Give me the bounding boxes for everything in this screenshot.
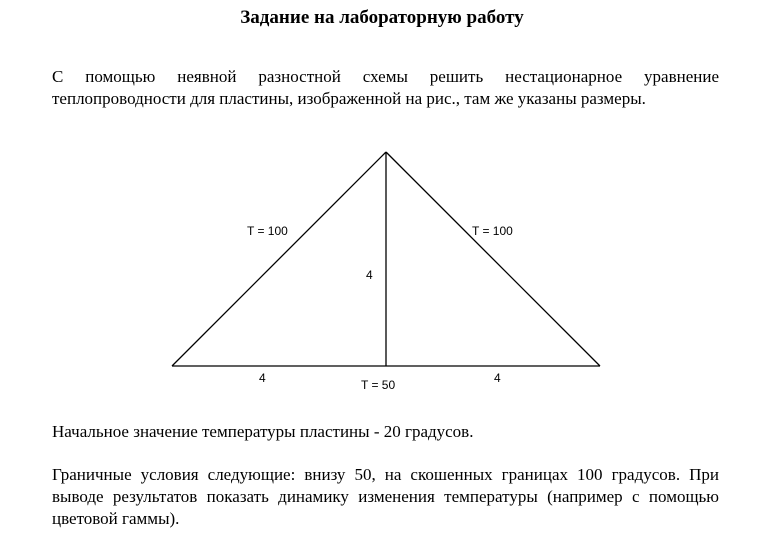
base-left-dimension-label: 4 — [259, 371, 266, 385]
height-dimension-label: 4 — [366, 268, 373, 282]
right-edge-temp-label: T = 100 — [472, 224, 513, 238]
left-slanted-edge — [172, 152, 386, 366]
page-title: Задание на лабораторную работу — [240, 7, 524, 28]
left-edge-temp-label: T = 100 — [247, 224, 288, 238]
base-right-dimension-label: 4 — [494, 371, 501, 385]
initial-condition-paragraph: Начальное значение температуры пластины - 20 градусов. — [52, 422, 474, 441]
intro-paragraph: С помощью неявной разностной схемы решить нестационарное уравнение теплопроводности для пластины, изображенной на рис., там же указаны размеры. — [52, 67, 719, 108]
base-temp-label: T = 50 — [361, 378, 396, 392]
right-slanted-edge — [386, 152, 600, 366]
boundary-conditions-paragraph: Граничные условия следующие: внизу 50, на скошенных границах 100 градусов. При выводе результатов показать динамику изменения температуры (например с помощью цветовой гаммы). — [52, 465, 719, 528]
